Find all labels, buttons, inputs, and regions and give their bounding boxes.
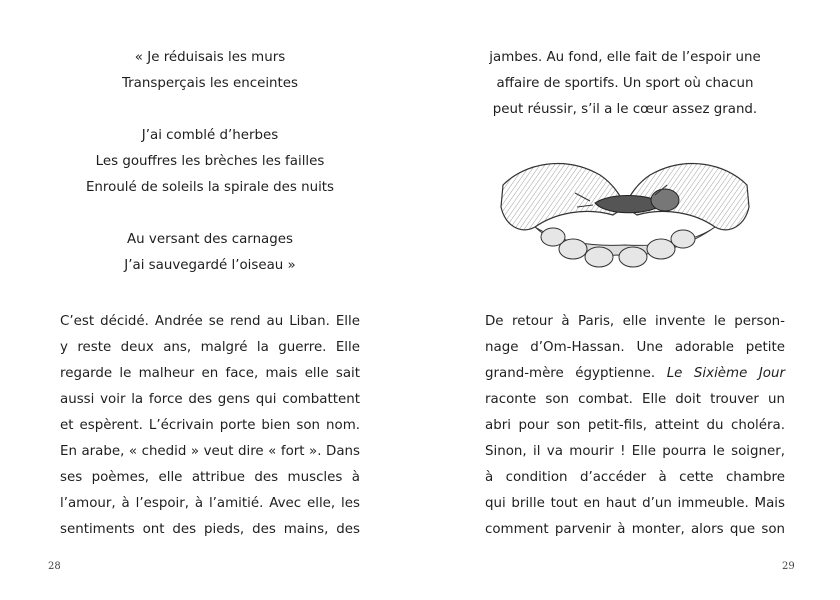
text-segment: grand-mère égyptienne. <box>485 366 667 381</box>
poem-line: Les gouffres les brèches les failles <box>95 154 325 169</box>
left-paragraph <box>60 309 360 543</box>
text-line: peut réussir, s’il a le cœur assez grand. <box>492 102 758 117</box>
text-line: raconte son combat. Elle doit trouver un <box>485 392 785 407</box>
text-line: affaire de sportifs. Un sport où chacun <box>496 76 754 91</box>
poem-line: Transperçais les enceintes <box>121 76 299 91</box>
text-line: C’est décidé. Andrée se rend au Liban. Elle <box>60 314 360 329</box>
text-line: jambes. Au fond, elle fait de l’espoir une <box>489 50 761 65</box>
poem-line: « Je réduisais les murs <box>134 50 286 65</box>
text-line: En arabe, « chedid » veut dire « fort ». Dans <box>60 444 360 459</box>
text-line: l’amour, à l’espoir, à l’amitié. Avec elle, les <box>60 496 360 511</box>
text-line: et espèrent. L’écrivain porte bien son nom. <box>60 418 360 433</box>
text-line: ses poèmes, elle attribue des muscles à <box>60 470 360 485</box>
poem-line: Au versant des carnages <box>127 232 293 247</box>
text-line: qui brille tout en haut d’un immeuble. Mais <box>485 496 785 511</box>
right-bottom-paragraph <box>485 309 785 543</box>
text-line <box>485 361 785 387</box>
text-line: nage d’Om-Hassan. Une adorable petite <box>485 340 785 355</box>
text-line: aussi voir la force des gens qui combattent <box>60 392 360 407</box>
text-line: regarde le malheur en face, mais elle sait <box>60 366 360 381</box>
page-number: 29 <box>782 561 795 572</box>
poem-line: J’ai sauvegardé l’oiseau » <box>124 258 296 273</box>
text-line: à condition d’accéder à cette chambre <box>485 470 785 485</box>
text-line: y reste deux ans, malgré la guerre. Elle <box>60 340 360 355</box>
page-number: 28 <box>48 561 61 572</box>
right-page <box>420 0 840 600</box>
right-top-paragraph <box>475 45 775 123</box>
text-line: abri pour son petit-fils, atteint du choléra. <box>485 418 785 433</box>
book-title: Le Sixième Jour <box>666 366 785 381</box>
poem-line: J’ai comblé d’herbes <box>141 128 279 143</box>
poem <box>60 45 360 279</box>
text-line: comment parvenir à monter, alors que son <box>485 522 785 537</box>
cupped-hands-holding-bird-icon <box>495 145 755 275</box>
poem-line: Enroulé de soleils la spirale des nuits <box>85 180 335 195</box>
text-line: Sinon, il va mourir ! Elle pourra le soigner, <box>485 444 785 459</box>
text-line: sentiments ont des pieds, des mains, des <box>60 522 360 537</box>
text-line: De retour à Paris, elle invente le person- <box>485 314 785 329</box>
